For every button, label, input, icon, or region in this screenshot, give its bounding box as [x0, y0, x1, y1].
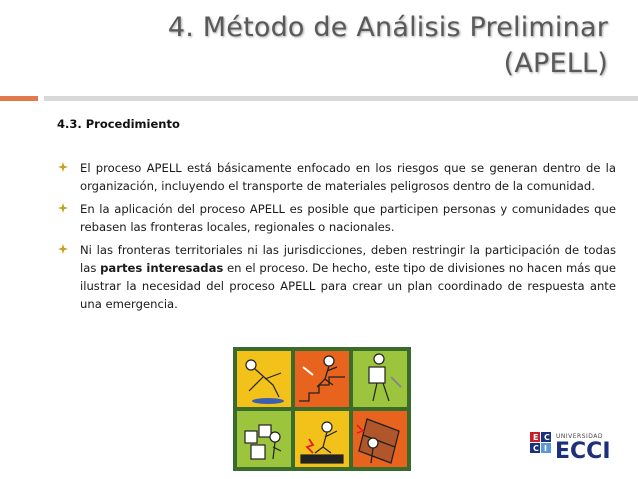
bold-term: partes interesadas	[100, 261, 224, 275]
title-line-2: (APELL)	[503, 48, 608, 79]
diamond-bullet-icon	[58, 162, 68, 172]
bullet-item	[58, 159, 616, 195]
divider-rule	[44, 96, 638, 101]
section-subtitle: 4.3. Procedimiento	[57, 117, 180, 131]
logo-letter-i: I	[544, 444, 547, 453]
safety-hazards-grid-icon	[233, 347, 411, 471]
diamond-bullet-icon	[58, 203, 68, 213]
logo-letter-c2: C	[533, 444, 539, 453]
logo-letter-e: E	[533, 433, 539, 442]
logo-big-label: ECCI	[555, 439, 611, 464]
logo-small-label: UNIVERSIDAD	[556, 433, 604, 440]
diamond-bullet-icon	[58, 244, 68, 254]
ecci-logo	[530, 428, 622, 464]
slide-title	[48, 10, 608, 82]
bullet-text: El proceso APELL está básicamente enfocado en los riesgos que se generan dentro de la organización, incluyendo el transporte de materiales peligrosos dentro de la comunidad.	[80, 161, 616, 193]
logo-letter-c1: C	[544, 433, 550, 442]
bullet-text: Ni las fronteras territoriales ni las jurisdicciones, deben restringir la participación de todas las partes interesadas en el proceso. De hecho, este tipo de divisiones no hacen más que ilustrar la necesidad del proceso APELL para crear un plan coordinado de respuesta ante una emergencia.	[80, 243, 616, 311]
bullet-list	[58, 159, 616, 318]
accent-rule	[0, 96, 38, 101]
bullet-text: En la aplicación del proceso APELL es posible que participen personas y comunidades que rebasen las fronteras locales, regionales o nacionales.	[80, 202, 616, 234]
bullet-item	[58, 241, 616, 313]
title-line-1: 4. Método de Análisis Preliminar	[167, 12, 608, 43]
bullet-item	[58, 200, 616, 236]
